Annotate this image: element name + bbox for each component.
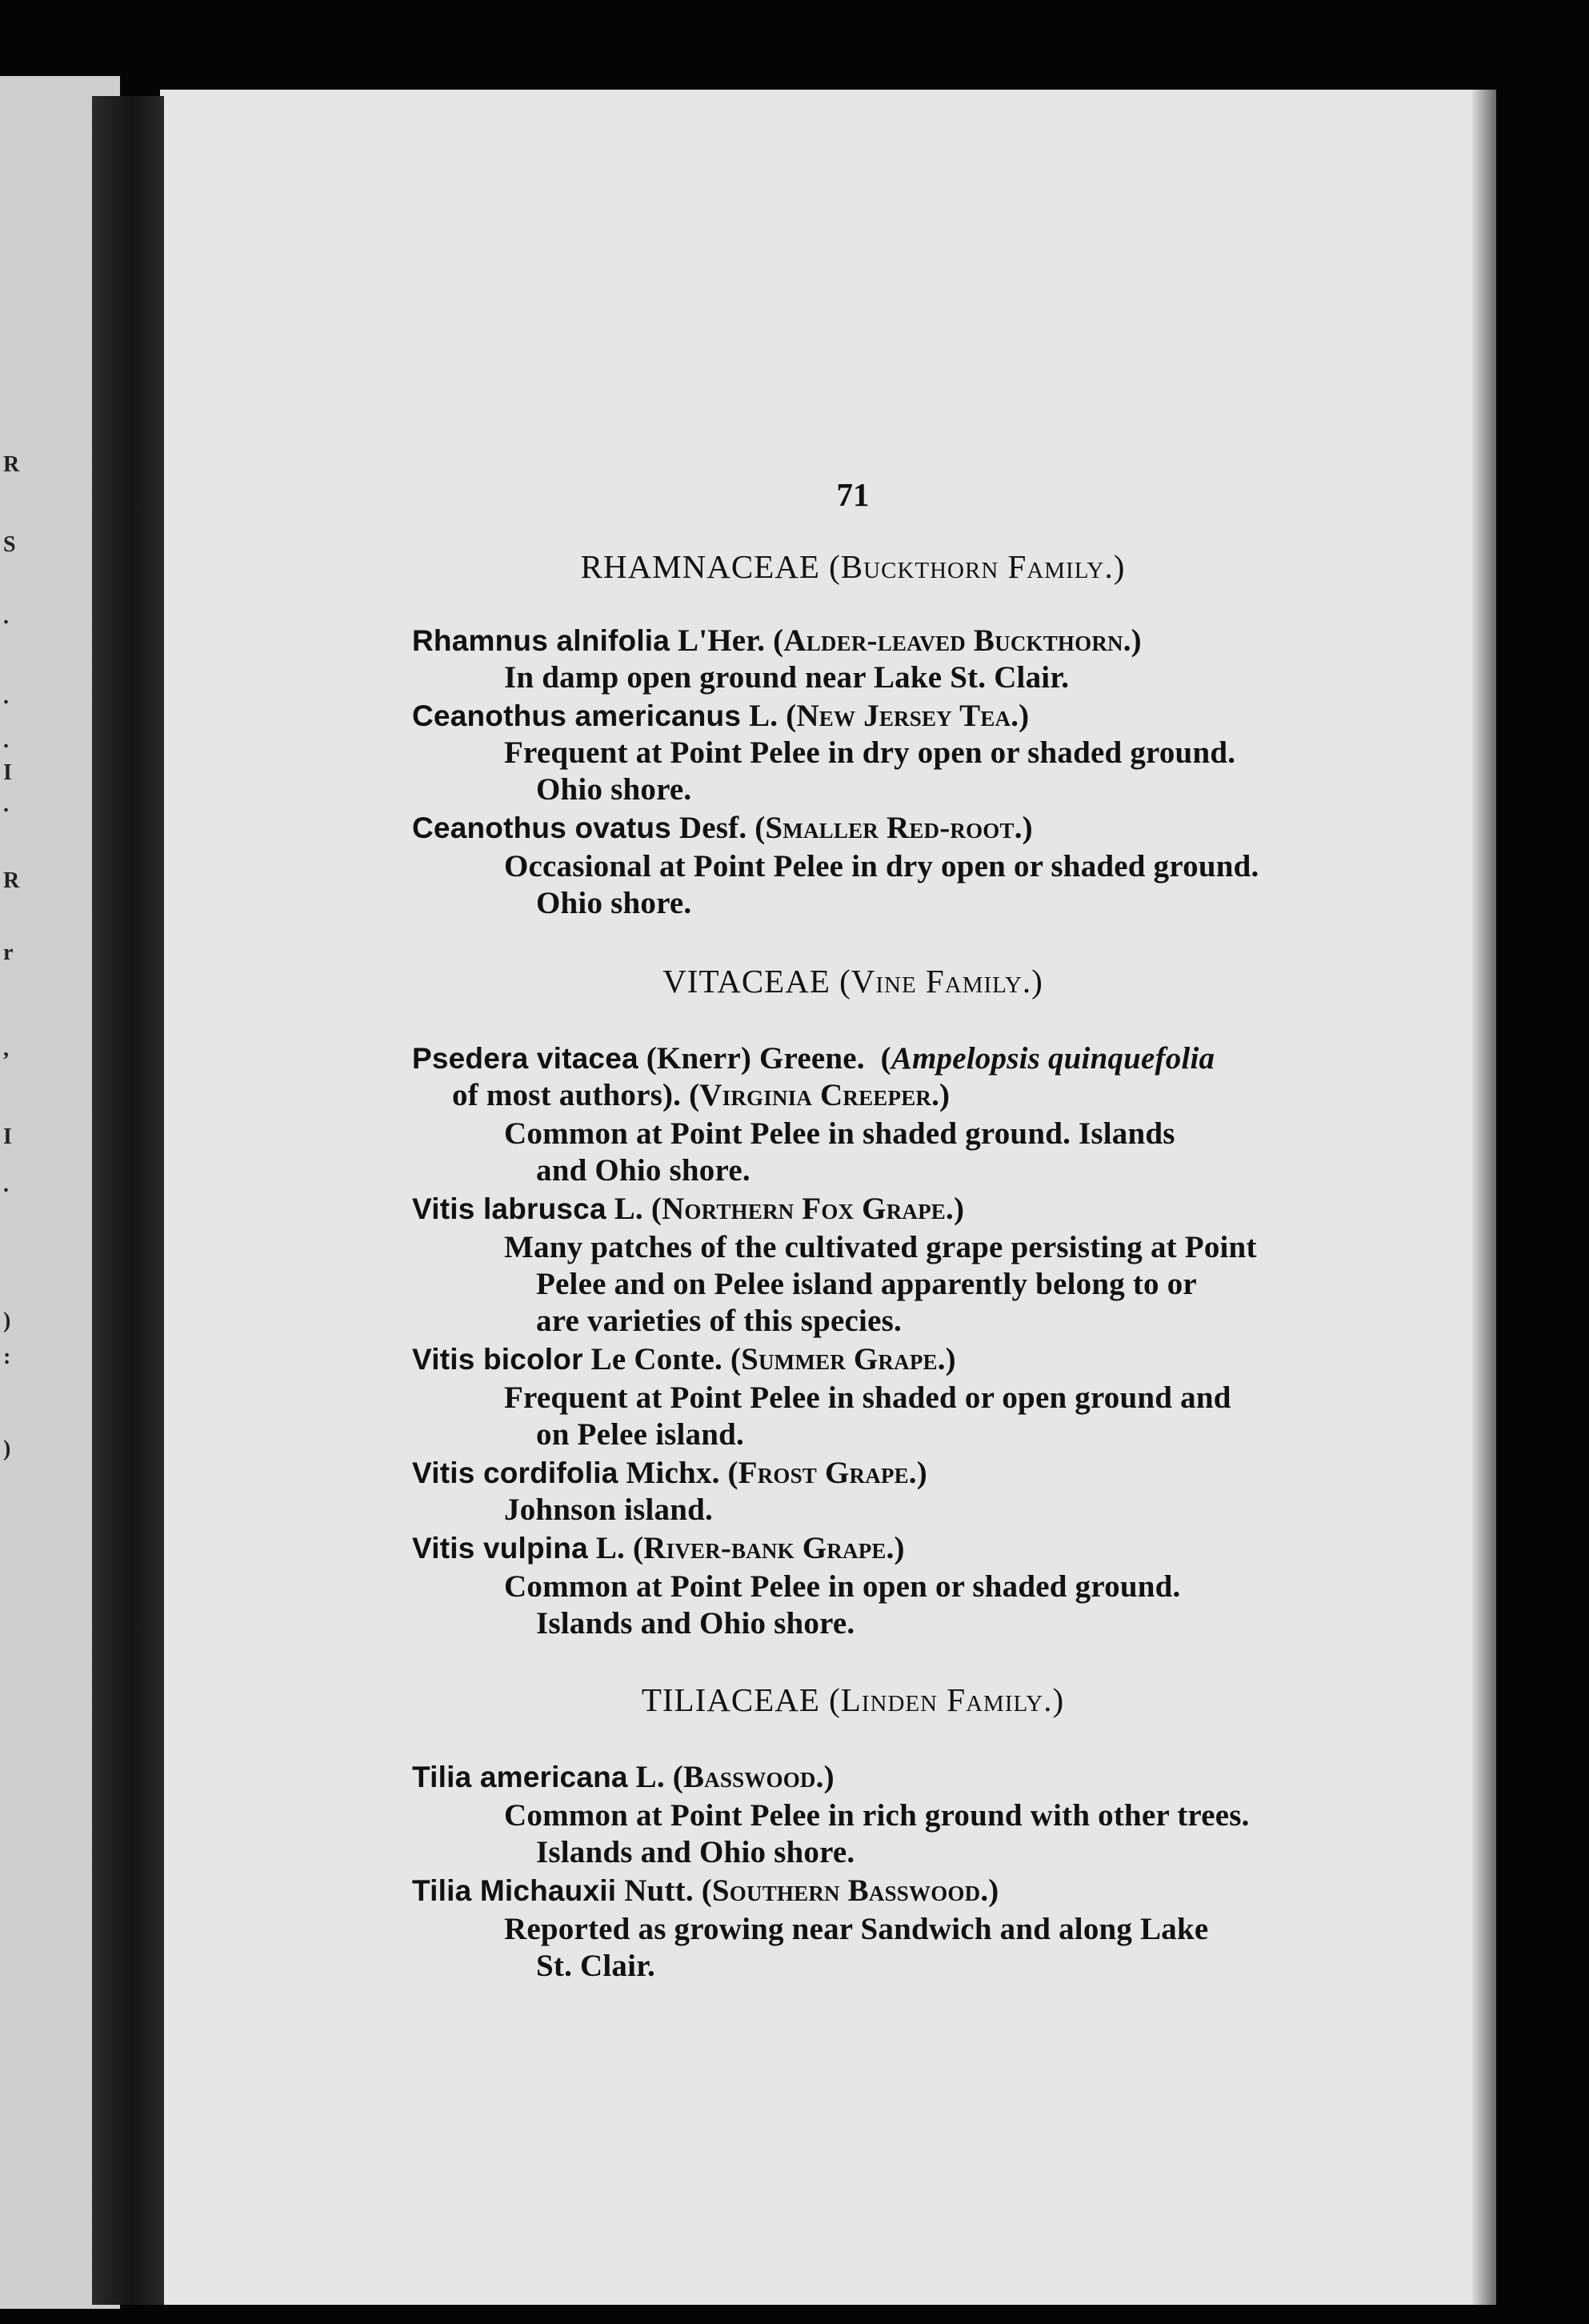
species-synonym: Ampelopsis quinquefolia xyxy=(891,1041,1215,1076)
book-spine-shadow xyxy=(92,96,164,2305)
species-author: Desf. xyxy=(678,811,747,845)
species-entry xyxy=(412,1759,835,1795)
species-note: Common at Point Pelee in shaded ground. Islands xyxy=(504,1116,1175,1151)
bleed-char: . xyxy=(3,684,9,709)
species-common-name: (Virginia Creeper.) xyxy=(689,1078,951,1112)
species-note: Frequent at Point Pelee in dry open or shaded ground. xyxy=(504,735,1236,770)
species-common-name: (Summer Grape.) xyxy=(730,1342,956,1376)
family-heading-tiliaceae xyxy=(160,1681,1482,1719)
family-common-name: (Buckthorn Family.) xyxy=(829,548,1126,585)
species-author: L. xyxy=(614,1192,643,1226)
species-note: Occasional at Point Pelee in dry open or shaded ground. xyxy=(504,849,1259,884)
species-entry xyxy=(412,1455,927,1491)
species-name: Vitis labrusca xyxy=(412,1192,606,1225)
species-note: Many patches of the cultivated grape persisting at Point xyxy=(504,1230,1257,1264)
species-common-name: (Basswood.) xyxy=(672,1760,835,1794)
species-common-name: (River-bank Grape.) xyxy=(632,1531,905,1565)
species-common-name: (Northern Fox Grape.) xyxy=(650,1192,965,1226)
species-name: Psedera vitacea xyxy=(412,1042,638,1075)
family-name: TILIACEAE xyxy=(641,1681,820,1718)
species-entry xyxy=(412,1873,999,1909)
species-entry xyxy=(412,810,1033,846)
family-common-name: (Vine Family.) xyxy=(839,963,1043,1000)
species-note: Islands and Ohio shore. xyxy=(536,1606,855,1641)
bleed-char: S xyxy=(3,532,16,557)
species-note: Pelee and on Pelee island apparently belong to or xyxy=(536,1267,1197,1301)
species-author: (Knerr) Greene. xyxy=(646,1041,865,1076)
bleed-char: , xyxy=(3,1036,9,1061)
species-common-name: (Southern Basswood.) xyxy=(701,1873,999,1908)
species-author: Nutt. xyxy=(624,1873,694,1908)
species-entry xyxy=(412,1341,956,1377)
bleed-char: R xyxy=(3,868,20,893)
bleed-char: r xyxy=(3,940,14,965)
bleed-char: : xyxy=(3,1344,11,1369)
species-author: Le Conte. xyxy=(590,1342,722,1376)
species-name: Ceanothus ovatus xyxy=(412,811,671,844)
species-author: L. xyxy=(595,1531,625,1565)
family-heading-rhamnaceae xyxy=(160,547,1482,586)
species-note: In damp open ground near Lake St. Clair. xyxy=(504,660,1070,695)
page-number: 71 xyxy=(836,476,870,513)
species-entry xyxy=(412,1530,905,1566)
species-note: on Pelee island. xyxy=(536,1417,744,1452)
bleed-char: ) xyxy=(3,1308,11,1333)
family-name: RHAMNACEAE xyxy=(580,548,820,585)
species-common-name: (Frost Grape.) xyxy=(727,1456,927,1490)
species-entry xyxy=(412,1040,1215,1076)
species-name: Vitis cordifolia xyxy=(412,1457,618,1489)
species-author: L. xyxy=(635,1760,665,1794)
species-name: Tilia Michauxii xyxy=(412,1874,617,1907)
species-author: Michx. xyxy=(626,1456,720,1490)
synonym-open: ( xyxy=(880,1041,891,1076)
species-note: Islands and Ohio shore. xyxy=(536,1835,855,1869)
synonym-continuation: of most authors). xyxy=(452,1078,682,1112)
species-note: St. Clair. xyxy=(536,1949,655,1983)
species-note: Johnson island. xyxy=(504,1493,713,1527)
species-entry xyxy=(412,1191,964,1227)
page-edge-shadow xyxy=(1472,90,1496,2305)
species-author: L. xyxy=(749,699,778,733)
species-entry xyxy=(412,623,1142,659)
bleed-char: ) xyxy=(3,1436,11,1461)
species-note: Ohio shore. xyxy=(536,772,692,807)
family-heading-vitaceae xyxy=(160,962,1482,1000)
species-common-name: (New Jersey Tea.) xyxy=(786,699,1030,733)
bleed-char: R xyxy=(3,452,20,477)
book-page xyxy=(160,90,1482,2305)
family-name: VITACEAE xyxy=(662,963,831,1000)
bleed-char: . xyxy=(3,604,9,629)
species-note: Common at Point Pelee in open or shaded ground. xyxy=(504,1569,1181,1604)
species-common-name: (Alder-leaved Buckthorn.) xyxy=(773,623,1142,658)
species-author: L'Her. xyxy=(678,623,766,658)
species-name: Vitis bicolor xyxy=(412,1343,583,1376)
bleed-char: . xyxy=(3,728,9,753)
species-name: Rhamnus alnifolia xyxy=(412,624,670,657)
family-common-name: (Linden Family.) xyxy=(829,1681,1065,1718)
species-note: Ohio shore. xyxy=(536,886,692,920)
bleed-char: I xyxy=(3,760,12,785)
species-note: Reported as growing near Sandwich and along Lake xyxy=(504,1912,1209,1946)
species-name: Ceanothus americanus xyxy=(412,699,742,732)
bleed-char: . xyxy=(3,1172,9,1197)
species-name: Tilia americana xyxy=(412,1761,628,1793)
species-note: and Ohio shore. xyxy=(536,1153,750,1188)
species-name: Vitis vulpina xyxy=(412,1532,588,1565)
species-note: are varieties of this species. xyxy=(536,1304,902,1338)
species-note: Common at Point Pelee in rich ground with other trees. xyxy=(504,1798,1250,1833)
species-entry-continued xyxy=(452,1077,950,1113)
bleed-char: . xyxy=(3,792,9,817)
species-entry xyxy=(412,698,1029,734)
species-note: Frequent at Point Pelee in shaded or open ground and xyxy=(504,1380,1231,1415)
bleed-char: I xyxy=(3,1124,12,1149)
species-common-name: (Smaller Red-root.) xyxy=(754,811,1033,845)
